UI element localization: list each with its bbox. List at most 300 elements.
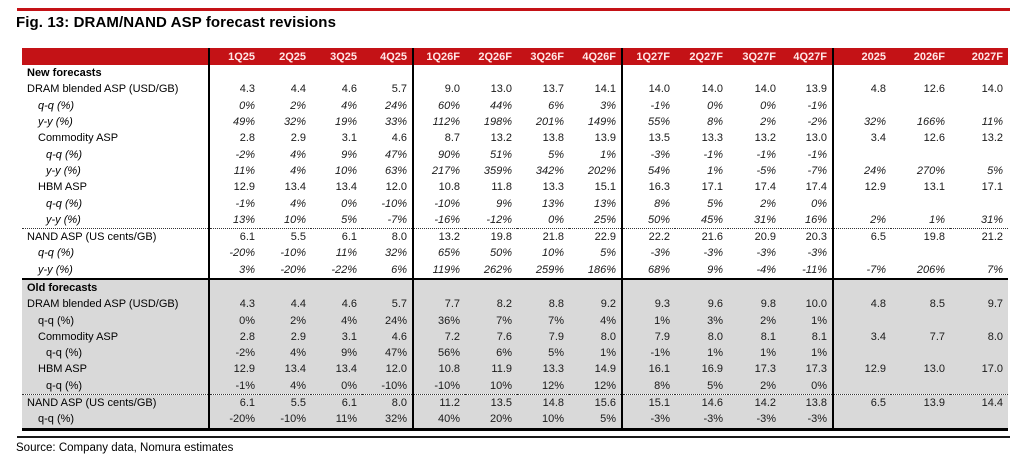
column-header: 1Q26F [413, 48, 465, 65]
cell: 10% [334, 164, 357, 177]
cell [209, 65, 260, 81]
cell: 198% [483, 116, 512, 129]
cell: 6% [362, 262, 413, 279]
cell: 1% [569, 345, 622, 361]
cell: 60% [413, 98, 465, 114]
cell [833, 378, 891, 395]
cell: 1% [675, 345, 728, 361]
cell: 4.3 [209, 81, 260, 97]
cell: 6.1 [209, 228, 260, 245]
cell: 10.0 [781, 296, 833, 312]
cell: 8.1 [728, 329, 781, 345]
forecast-table [22, 48, 1008, 431]
cell [891, 345, 950, 361]
cell: -11% [781, 262, 833, 279]
cell: 6.1 [209, 394, 260, 411]
cell: -1% [807, 148, 827, 161]
cell: 0% [341, 197, 357, 210]
header-row [22, 48, 1008, 65]
row-label: q-q (%) [38, 99, 75, 112]
cell: 32% [362, 411, 413, 429]
cell: 13.9 [805, 83, 827, 96]
cell: 13.2 [981, 132, 1003, 145]
cell: -3% [781, 411, 833, 429]
cell: 63% [384, 164, 407, 177]
cell: 11.8 [491, 181, 512, 194]
cell [891, 146, 950, 162]
cell: 2% [260, 312, 311, 328]
cell: 32% [283, 116, 306, 129]
table-row [22, 312, 1008, 328]
table-row [22, 378, 1008, 395]
cell: -10% [381, 197, 407, 210]
cell: 2.8 [209, 130, 260, 146]
cell [891, 279, 950, 296]
cell: 7% [950, 262, 1008, 279]
cell: 4.8 [833, 296, 891, 312]
cell: 7% [465, 312, 517, 328]
row-label: DRAM blended ASP (USD/GB) [22, 296, 209, 312]
cell: 9% [341, 148, 357, 161]
cell: -22% [311, 262, 362, 279]
table-row [22, 345, 1008, 361]
cell: 12% [517, 378, 569, 395]
cell: 90% [413, 146, 465, 162]
cell: 3% [675, 312, 728, 328]
cell: 149% [587, 116, 616, 129]
column-header: 2Q27F [675, 48, 728, 65]
cell [891, 378, 950, 395]
cell: 13.0 [805, 132, 827, 145]
cell: 13.3 [701, 132, 723, 145]
column-header: 2Q26F [465, 48, 517, 65]
row-label: Commodity ASP [38, 132, 119, 145]
cell: -10% [362, 378, 413, 395]
cell: 13.2 [490, 132, 512, 145]
row-label: Old forecasts [22, 279, 209, 296]
cell: 24% [362, 312, 413, 328]
row-label: Commodity ASP [22, 329, 209, 345]
cell: 10.8 [413, 179, 465, 195]
cell: -4% [728, 262, 781, 279]
cell: -3% [622, 245, 675, 261]
cell: 13.7 [542, 83, 564, 96]
cell [413, 65, 465, 81]
cell: 12.6 [923, 132, 945, 145]
cell: 20% [465, 411, 517, 429]
cell [728, 65, 781, 81]
cell: 19.8 [923, 231, 945, 244]
cell: 4% [569, 312, 622, 328]
cell: -10% [413, 195, 465, 211]
cell [675, 279, 728, 296]
cell: 270% [916, 164, 945, 177]
cell: 13.4 [284, 181, 306, 194]
cell: 13.1 [923, 181, 945, 194]
cell [311, 65, 362, 81]
row-label: y-y (%) [46, 164, 81, 177]
cell: 15.1 [594, 181, 616, 194]
cell: 2% [290, 99, 306, 112]
row-label: HBM ASP [38, 181, 87, 194]
cell: 1% [781, 345, 833, 361]
table-row [22, 228, 1008, 245]
cell: 17.1 [981, 181, 1003, 194]
cell: 186% [569, 262, 622, 279]
cell [891, 195, 950, 211]
cell: -3% [703, 247, 723, 260]
cell: 8.1 [781, 329, 833, 345]
column-header: 2025 [833, 48, 891, 65]
cell: 13.9 [594, 132, 616, 145]
cell: 13.4 [260, 361, 311, 377]
cell: 14.4 [950, 394, 1008, 411]
cell: 5.5 [290, 231, 306, 244]
cell: 10.8 [413, 361, 465, 377]
row-label: q-q (%) [22, 345, 209, 361]
cell: -1% [209, 195, 260, 211]
cell: 9.6 [675, 296, 728, 312]
cell [569, 65, 622, 81]
cell: 9% [311, 345, 362, 361]
cell: 342% [535, 164, 564, 177]
cell: 31% [728, 212, 781, 229]
cell: 50% [622, 212, 675, 229]
table-row [22, 212, 1008, 229]
cell: -7% [362, 212, 413, 229]
cell: -1% [209, 378, 260, 395]
cell: -5% [756, 164, 776, 177]
column-header: 4Q25 [362, 48, 413, 65]
cell: 50% [489, 247, 512, 260]
cell: 17.0 [950, 361, 1008, 377]
cell: -16% [413, 212, 465, 229]
cell: 2% [728, 312, 781, 328]
cell: 14.0 [981, 83, 1003, 96]
cell: 3.4 [833, 130, 891, 146]
cell [833, 312, 891, 328]
column-header: 4Q27F [781, 48, 833, 65]
cell: 3% [209, 262, 260, 279]
table-row [22, 411, 1008, 429]
cell: 8% [622, 378, 675, 395]
cell [260, 279, 311, 296]
table-header [22, 48, 1008, 65]
cell: 3.4 [833, 329, 891, 345]
cell [891, 312, 950, 328]
cell [950, 345, 1008, 361]
cell: 0% [811, 197, 827, 210]
cell: 54% [622, 163, 675, 179]
cell: 32% [384, 247, 407, 260]
cell: 12.0 [362, 361, 413, 377]
cell [950, 245, 1008, 261]
cell: -3% [675, 411, 728, 429]
cell: 31% [950, 212, 1008, 229]
cell: 14.0 [701, 83, 723, 96]
cell: 7.7 [413, 296, 465, 312]
cell: 8.8 [517, 296, 569, 312]
cell: 5% [675, 378, 728, 395]
cell: 1% [728, 345, 781, 361]
cell: 9% [496, 197, 512, 210]
cell: 22.9 [594, 231, 616, 244]
cell: 9% [675, 262, 728, 279]
cell: 40% [413, 411, 465, 429]
cell: 166% [916, 116, 945, 129]
cell [311, 279, 362, 296]
cell: 11% [335, 247, 357, 260]
cell: 1% [781, 312, 833, 328]
cell: 51% [489, 148, 512, 161]
cell [413, 279, 465, 296]
cell: 8% [622, 195, 675, 211]
cell: 4.6 [391, 132, 407, 145]
cell: 202% [587, 164, 616, 177]
row-label: DRAM blended ASP (USD/GB) [27, 83, 179, 96]
cell: 217% [413, 163, 465, 179]
cell: 12.9 [209, 179, 260, 195]
cell: 0% [707, 99, 723, 112]
cell: 8.0 [950, 329, 1008, 345]
row-label: y-y (%) [38, 116, 73, 129]
cell: 6.5 [833, 228, 891, 245]
cell: 11.9 [465, 361, 517, 377]
cell: 14.1 [594, 83, 616, 96]
cell: 11% [311, 411, 362, 429]
cell: -3% [807, 247, 827, 260]
column-header: 3Q26F [517, 48, 569, 65]
cell: 13.4 [311, 361, 362, 377]
cell: 13.9 [891, 394, 950, 411]
cell: 13.3 [517, 361, 569, 377]
cell: 4.6 [362, 329, 413, 345]
cell: -1% [622, 345, 675, 361]
cell: -3% [622, 146, 675, 162]
cell: -10% [413, 378, 465, 395]
row-label: New forecasts [27, 67, 102, 80]
cell: 9.7 [950, 296, 1008, 312]
cell [465, 279, 517, 296]
column-header: 3Q27F [728, 48, 781, 65]
column-header: 2026F [891, 48, 950, 65]
cell: 8.7 [413, 130, 465, 146]
cell: 2% [760, 197, 776, 210]
cell [833, 65, 891, 81]
cell: 206% [891, 262, 950, 279]
cell [833, 146, 891, 162]
cell: 7.2 [413, 329, 465, 345]
cell: 44% [489, 99, 512, 112]
cell: 10% [517, 411, 569, 429]
cell: 8.0 [569, 329, 622, 345]
cell: 359% [483, 164, 512, 177]
cell [517, 279, 569, 296]
section-row [22, 279, 1008, 296]
column-header-blank [22, 48, 209, 65]
table-row [22, 329, 1008, 345]
cell: 2.9 [260, 329, 311, 345]
cell: 0% [760, 99, 776, 112]
cell: 4.6 [341, 83, 357, 96]
cell: -3% [756, 247, 776, 260]
cell: 17.3 [781, 361, 833, 377]
cell [622, 279, 675, 296]
cell: -7% [833, 262, 891, 279]
cell: 68% [622, 262, 675, 279]
cell: 0% [517, 212, 569, 229]
cell: 20.9 [754, 231, 776, 244]
cell: -1% [622, 98, 675, 114]
section-row [22, 65, 1008, 81]
cell: 14.9 [569, 361, 622, 377]
cell: -20% [209, 411, 260, 429]
cell: 1% [622, 312, 675, 328]
row-label: q-q (%) [46, 197, 83, 210]
cell: 16% [781, 212, 833, 229]
cell [781, 65, 833, 81]
top-accent-rule [17, 8, 1010, 11]
cell: 33% [384, 116, 407, 129]
cell: 13.5 [465, 394, 517, 411]
cell: 14.8 [517, 394, 569, 411]
cell: 0% [311, 378, 362, 395]
row-label: HBM ASP [22, 361, 209, 377]
cell: 14.6 [675, 394, 728, 411]
forecast-table-container [22, 48, 1008, 431]
cell: 49% [209, 114, 260, 130]
cell: 5% [707, 197, 723, 210]
cell: -3% [728, 411, 781, 429]
table-row [22, 296, 1008, 312]
row-label: q-q (%) [22, 411, 209, 429]
cell [891, 98, 950, 114]
table-row [22, 245, 1008, 261]
column-header: 3Q25 [311, 48, 362, 65]
cell [833, 279, 891, 296]
cell: 259% [517, 262, 569, 279]
cell: 24% [384, 99, 407, 112]
cell: 12.6 [923, 83, 945, 96]
cell [569, 279, 622, 296]
cell: 13.0 [490, 83, 512, 96]
cell [209, 279, 260, 296]
column-header: 1Q25 [209, 48, 260, 65]
cell: -20% [260, 262, 311, 279]
cell: 5.7 [362, 296, 413, 312]
cell: -2% [209, 345, 260, 361]
cell: -20% [209, 245, 260, 261]
cell: 5% [569, 411, 622, 429]
table-row [22, 146, 1008, 162]
cell: 16.3 [622, 179, 675, 195]
cell: 24% [833, 163, 891, 179]
cell: 5% [548, 148, 564, 161]
cell: 2% [728, 378, 781, 395]
row-label: y-y (%) [22, 262, 209, 279]
cell: 5% [311, 212, 362, 229]
cell: 4.4 [290, 83, 306, 96]
cell: 1% [707, 164, 723, 177]
row-label: NAND ASP (US cents/GB) [27, 231, 157, 244]
cell: 8.0 [391, 231, 407, 244]
cell: 12.9 [209, 361, 260, 377]
cell: 262% [465, 262, 517, 279]
cell: 6.1 [341, 231, 357, 244]
cell: 7.9 [517, 329, 569, 345]
cell: -10% [260, 411, 311, 429]
cell: 13.3 [542, 181, 564, 194]
cell: 8.0 [362, 394, 413, 411]
cell: -1% [756, 148, 776, 161]
cell: 3.1 [341, 132, 357, 145]
table-body [22, 65, 1008, 429]
cell: 12.0 [385, 181, 407, 194]
cell: 2.8 [209, 329, 260, 345]
cell: 14.2 [728, 394, 781, 411]
cell [362, 279, 413, 296]
cell: 8.5 [891, 296, 950, 312]
cell: 9.3 [622, 296, 675, 312]
cell [833, 195, 891, 211]
table-row [22, 98, 1008, 114]
cell: 56% [413, 345, 465, 361]
cell: 0% [209, 98, 260, 114]
cell: 3.1 [311, 329, 362, 345]
cell: 21.2 [981, 231, 1003, 244]
cell: 36% [413, 312, 465, 328]
cell [950, 411, 1008, 429]
cell: -2% [807, 116, 827, 129]
cell: 8% [707, 116, 723, 129]
cell: 65% [413, 245, 465, 261]
cell: 47% [384, 148, 407, 161]
cell: 5.7 [391, 83, 407, 96]
figure-title: Fig. 13: DRAM/NAND ASP forecast revisions [16, 14, 337, 31]
cell: 12.9 [833, 361, 891, 377]
cell: 20.3 [805, 231, 827, 244]
cell: 25% [569, 212, 622, 229]
cell: 3% [600, 99, 616, 112]
cell: 32% [833, 114, 891, 130]
cell [833, 345, 891, 361]
cell: 13.0 [891, 361, 950, 377]
column-header: 2Q25 [260, 48, 311, 65]
cell [833, 98, 891, 114]
cell: 9.2 [569, 296, 622, 312]
table-row [22, 195, 1008, 211]
cell: 55% [622, 114, 675, 130]
cell: 13.2 [754, 132, 776, 145]
row-label: q-q (%) [22, 378, 209, 395]
table-row [22, 130, 1008, 146]
cell [781, 279, 833, 296]
cell: 17.3 [728, 361, 781, 377]
cell [950, 378, 1008, 395]
cell: 14.0 [754, 83, 776, 96]
cell [891, 411, 950, 429]
cell: -1% [703, 148, 723, 161]
row-label: y-y (%) [22, 212, 209, 229]
cell: 4.8 [833, 81, 891, 97]
cell: 2% [760, 116, 776, 129]
cell: 4% [290, 197, 306, 210]
cell: 9.0 [413, 81, 465, 97]
cell: 4% [311, 312, 362, 328]
cell: 4% [260, 378, 311, 395]
cell [950, 146, 1008, 162]
cell: 13.8 [781, 394, 833, 411]
